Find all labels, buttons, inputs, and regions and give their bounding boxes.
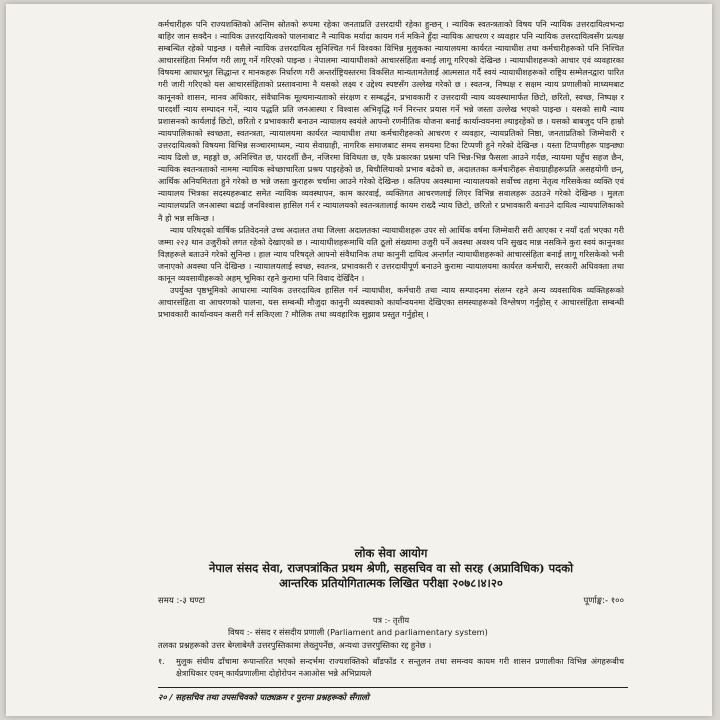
exam-header (158, 546, 624, 591)
body-paragraph: न्याय परिषद्को वार्षिक प्रतिवेदनले उच्च अदालत तथा जिल्ला अदालतका न्यायाधीशहरू उपर सो आर्थिक वर्षमा जिम्मेवारी सरी आएका र नयाँ दर्ता भएका गरी जम्मा २२३ थान उजुरीको लगत रहेको देखाएको छ । न्यायाधीशहरूमाथि यति ठूलो संख्यामा उजुरी पर्ने अवस्था अवश्य पनि सुखद मान्न नसकिने कुरा स्वयं कानूनका विज्ञहरूले बताउने गरेको सुनिन्छ । हाल न्याय परिषद्ले आफ्नो संवैधानिक तथा कानुनी दायित्व अन्तर्गत न्यायाधीशहरूको आचारसंहिता बनाई लागू गरिसकेको भनी जनाएको अवस्था पनि देखिन्छ । न्यायालयलाई स्वच्छ, स्वतन्त्र, प्रभावकारी र उत्तरदायीपूर्ण बनाउने कुरामा न्यायालयमा कार्यरत कर्मचारी, सरकारी अधिवक्ता तथा कानून व्यवसायीहरूको अहम् भूमिका रहने कुरामा पनि विवाद देखिँदैन । (158, 224, 624, 283)
page-footer: २० / सहसचिव तथा उपसचिवको पाठ्यक्रम र पुराना प्रश्नहरूको सँगालो (158, 692, 370, 702)
book-page (6, 4, 712, 716)
exam-title-line-1: नेपाल संसद सेवा, राजपत्रांकित प्रथम श्रेणी, सहसचिव वा सो सरह (अप्राविधिक) पदको (208, 561, 574, 575)
exam-full-marks: पूर्णाङ्क:- १०० (583, 596, 624, 606)
paper-subject: विषय :- संसद र संसदीय प्रणाली (Parliament and parliamentary system) (228, 627, 488, 637)
exam-meta-row (158, 595, 624, 609)
body-paragraph: उपर्युक्त पृष्ठभूमिको आधारमा न्यायिक उत्तरदायित्व हासिल गर्न न्यायाधीश, कर्मचारी तथा न्याय सम्पादनमा संलग्न रहने अन्य व्यवसायिक व्यक्तिहरूको आचारसंहिता वा आचरणको पालना, यस सम्बन्धी मौजुदा कानुनी व्यवस्थाको कार्यान्वयनमा देखिएका समस्याहरूको विश्लेषण गर्नुहोस् र आचारसंहिता सम्बन्धी प्रभावकारी कार्यान्वयन कसरी गर्न सकिएला ? मौलिक तथा व्यवहारिक सुझाव प्रस्तुत गर्नुहोस् । (158, 285, 624, 320)
question-text: मुलुक संघीय ढाँचामा रूपान्तरित भएको सन्दर्भमा राज्यशक्तिको बाँडफाँड र सन्तुलन तथा समन्वय कायम गरी शासन प्रणालीका विभिन्न अंगहरूबीच क्षेत्राधिकार एवम् कार्यप्रणालीमा दोहोरोपन नआओस भन्ने अभिप्रायले (176, 656, 624, 678)
question-number: १. (158, 656, 165, 666)
paper-number: पत्र :- तृतीय (372, 615, 410, 625)
footer-divider (158, 687, 628, 688)
body-paragraph: कर्मचारीहरू पनि राज्यशक्तिको अन्तिम स्रोतको रूपमा रहेका जनताप्रति उत्तरदायी रहेका हुन्छन् । न्यायिक स्वतन्त्रताको विषय पनि न्यायिक उत्तरदायित्वभन्दा बाहिर जान सक्दैन । न्यायिक उत्तरदायित्वको पालनाबाट नै न्यायिक मर्यादा कायम गर्न मकिने हुँदा न्यायिक आचरण र व्यवहार पनि न्यायिक उत्तरदायित्वसँग प्रत्यक्ष सम्बन्धित रहेको पाइन्छ । यसैले न्यायिक उत्तरदायित्व सुनिश्चित गर्न विश्वका विभिन्न मुलुकका न्यायालयमा कार्यरत न्यायाधीश तथा कर्मचारीहरूको पनि निश्चित आचारसंहिता निर्माण गरी लागू गर्ने गरिएको पाइन्छ । नेपालमा न्यायाधीशको आचारसंहिता बनाई लागू गरिएको देखिन्छ । न्यायाधीशहरूको आचार एवं व्यवहारका विषयमा आधारभूत सिद्धान्त र मानकहरू निर्धारण गरी अन्तर्राष्ट्रियस्तरमा विकसित मान्यतामतेलाई आत्मसात गर्दै स्वयं न्यायाधीशहरूको राष्ट्रिय सम्मेलनद्वारा पारित गरी जारी गरिएको यस आचारसंहिताको प्रस्तावनामा नै यसको लक्ष्य र उद्देश्य स्पष्टसँग उल्लेख गरेको छ । स्वतन्त्र, निष्पक्ष र सक्षम न्याय प्रणालीको माध्यमबाट कानूनको शासन, मानव अधिकार, संवैधानिक मूल्यमान्यताको संरक्षण र सम्बर्द्धन, प्रभावकारी र उत्तरदायी न्याय व्यवस्थामार्फत छिटो, छरितो, स्वच्छ, निष्पक्ष र पारदर्शी न्याय सम्पादन गर्ने, न्याय पद्धति प्रति जनआस्था र विश्वास अभिवृद्धि गर्न निरन्तर प्रयास गर्ने भन्ने जस्ता उल्लेख भएको पाइन्छ । यसको साथै न्याय प्रशासनको कार्यलाई छिटो, छरितो र प्रभावकारी बनाउन न्यायालय स्वयंले आफ्नो रणनीतिक योजना बनाई कार्यान्वयनमा ल्याइरहेको छ । यसको बाबजुद पनि हाम्रो न्यायपालिकाको स्वच्छता, स्वतन्त्रता, न्यायालयमा कार्यरत न्यायाधीश तथा कर्मचारीहरूको आचरण र व्यवहार, न्यायप्रतिको निष्ठा, जनताप्रतिको जिम्मेवारी र उत्तरदायित्वको विषयमा विभिन्न सञ्चारमाध्यम, न्याय सेवाग्राही, नागरिक समाजबाट समय समयमा टिका टिप्पणी हुने गरेको देखिन्छ । यस्ता टिप्पणीहरू पाइन्छ्यः न्याय ढिलो छ, महङ्गो छ, अनिश्चित छ, पारदर्शी छैन, नजिरमा विविधता छ, एकै प्रकारका प्रश्नमा पनि भिन्न-भिन्न फैसला आउने गर्दछ, न्यायमा पहुँच सहज छैन, न्यायिक स्वतन्त्रताको नाममा न्यायिक स्वेच्छाचारिता प्रश्रय पाइरहेको छ, बिचौलियाको प्रभाव बढेको छ, अदालतका कर्मचारीहरू सेवाग्राहीहरूप्रति असहयोगी छन्, आर्थिक अनियमितता हुने गरेको छ भन्ने जस्ता कुराहरू चर्चामा आउने गरेको देखिन्छ । कतिपय अवस्थामा न्यायालयको सर्वोच्च तहमा नेतृत्व गरिसकेका व्यक्ति एवं न्यायालय भित्रका सदस्यहरूबाट समेत न्यायिक व्यवस्थापन, काम कारवाई, व्यक्तिगत आचरणलाई लिएर विभिन्न सवालहरू उठाउने गरेको देखिन्छ । मुलतः न्यायालयप्रति जनआस्था बढाई जनविश्वास हासिल गर्न र न्यायालयको स्वतन्त्रतालाई कायम राख्दै न्याय छिटो, छरितो र प्रभावकारी बनाउने दायित्व न्यायपालिकाको नै हो भन्न सकिन्छ । (158, 19, 624, 223)
paper-info (158, 614, 624, 651)
essay-body (158, 18, 624, 320)
exam-time: समय :-३ घण्टा (158, 596, 205, 606)
exam-title-line-2: आन्तरिक प्रतियोगितात्मक लिखित परीक्षा २०७८।४।२० (279, 576, 503, 590)
question-item (158, 655, 624, 679)
exam-instruction: तलका प्रश्नहरूको उत्तर बेग्लाबेग्लै उत्तरपुस्तिकामा लेख्नुपर्नेछ, अन्यथा उत्तरपुस्तिका रद्द हुनेछ । (158, 640, 432, 650)
commission-name: लोक सेवा आयोग (354, 546, 428, 560)
